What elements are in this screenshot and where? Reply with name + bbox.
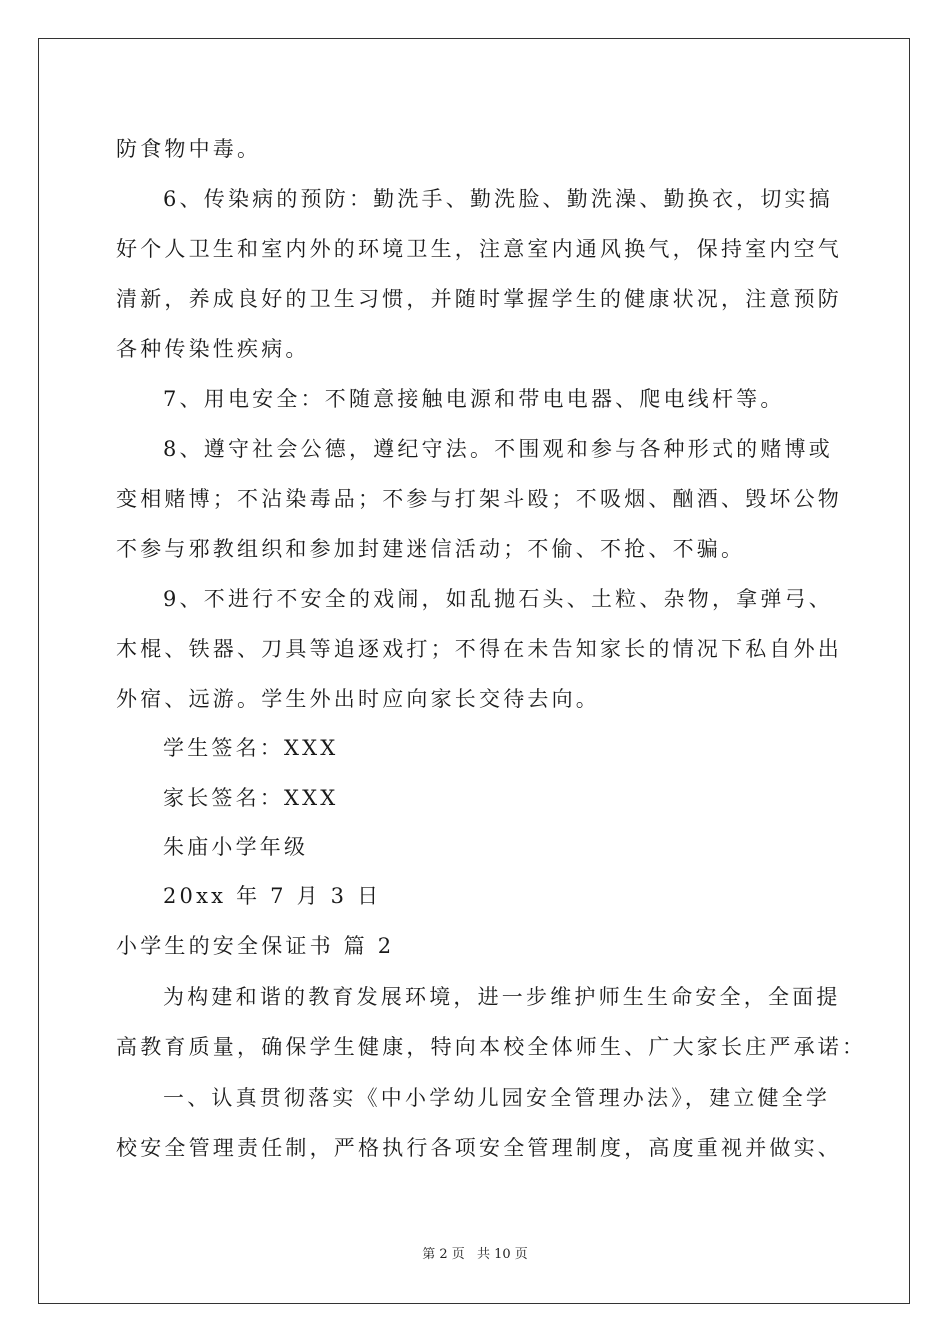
text-line: 不参与邪教组织和参加封建迷信活动；不偷、不抢、不骗。	[116, 537, 746, 561]
date-line: 20xx 年 7 月 3 日	[163, 884, 382, 908]
text-line: 一、认真贯彻落实《中小学幼儿园安全管理办法》，建立健全学	[163, 1086, 831, 1110]
text-line: 9、不进行不安全的戏闹，如乱抛石头、土粒、杂物，拿弹弓、	[163, 587, 833, 611]
student-signature: 学生签名：XXX	[163, 736, 339, 760]
text-line: 防食物中毒。	[116, 137, 262, 161]
text-line: 8、遵守社会公德，遵纪守法。不围观和参与各种形式的赌博或	[163, 437, 833, 461]
text-line: 外宿、远游。学生外出时应向家长交待去向。	[116, 687, 600, 711]
text-line: 校安全管理责任制，严格执行各项安全管理制度，高度重视并做实、	[116, 1136, 842, 1160]
text-line: 木棍、铁器、刀具等追逐戏打；不得在未告知家长的情况下私自外出	[116, 637, 842, 661]
text-line: 清新，养成良好的卫生习惯，并随时掌握学生的健康状况，注意预防	[116, 287, 842, 311]
total-pages: 共 10 页	[476, 1247, 528, 1262]
text-line: 各种传染性疾病。	[116, 337, 310, 361]
section-heading: 小学生的安全保证书 篇 2	[116, 934, 395, 958]
text-line: 为构建和谐的教育发展环境，进一步维护师生生命安全，全面提	[163, 985, 841, 1009]
school-grade: 朱庙小学年级	[163, 835, 309, 859]
text-line: 高教育质量，确保学生健康，特向本校全体师生、广大家长庄严承诺：	[116, 1035, 867, 1059]
page-border	[38, 38, 910, 1304]
text-line: 6、传染病的预防：勤洗手、勤洗脸、勤洗澡、勤换衣，切实搞	[163, 187, 833, 211]
text-line: 7、用电安全：不随意接触电源和带电电器、爬电线杆等。	[163, 387, 785, 411]
text-line: 好个人卫生和室内外的环境卫生，注意室内通风换气，保持室内空气	[116, 237, 842, 261]
page-number: 第 2 页	[422, 1247, 465, 1262]
text-line: 变相赌博；不沾染毒品；不参与打架斗殴；不吸烟、酗酒、毁坏公物	[116, 487, 842, 511]
parent-signature: 家长签名：XXX	[163, 786, 339, 810]
page-footer	[0, 1247, 950, 1263]
